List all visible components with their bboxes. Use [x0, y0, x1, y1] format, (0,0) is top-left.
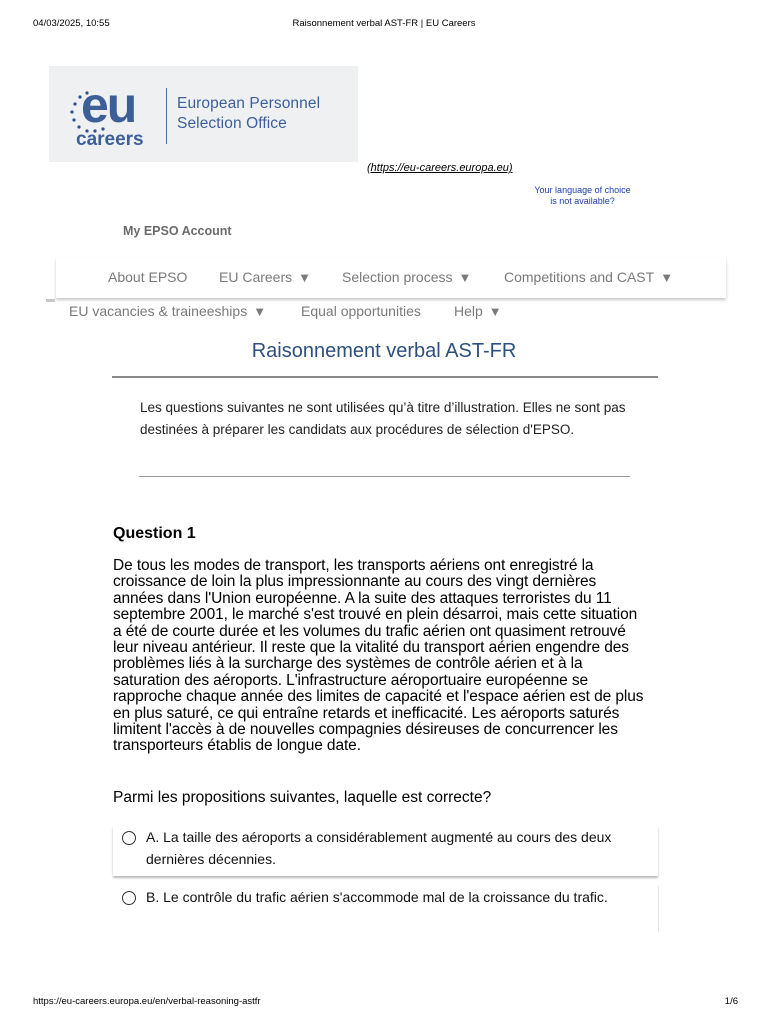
title-divider: [112, 376, 658, 378]
eu-careers-logo-mark: [67, 78, 177, 154]
eu-careers-logo[interactable]: [49, 66, 358, 162]
nav-item-eu-careers[interactable]: [219, 269, 311, 285]
nav-item-help[interactable]: [454, 303, 502, 319]
nav-item-label: About EPSO: [108, 269, 188, 285]
print-datetime: 04/03/2025, 10:55: [33, 18, 110, 29]
intro-divider: [139, 476, 630, 477]
page-title: Raisonnement verbal AST-FR: [251, 340, 517, 362]
logo-org-line2: Selection Office: [177, 115, 287, 132]
print-doc-title: Raisonnement verbal AST-FR | EU Careers: [292, 18, 476, 29]
nav-item-label: Equal opportunities: [301, 303, 421, 319]
logo-org-line1: European Personnel: [177, 95, 321, 112]
question-prompt: Parmi les propositions suivantes, laquelle est correcte?: [113, 789, 492, 806]
answer-option-b[interactable]: [113, 886, 659, 932]
caret-down-icon: ▼: [660, 270, 674, 285]
logo-org-name: [177, 94, 320, 134]
language-note-line2: is not available?: [550, 196, 615, 206]
intro-disclaimer: Les questions suivantes ne sont utilisées qu’à titre d’illustration. Elles ne sont pas destinées à préparer les candidats aux procédures de sélection d'EPSO.: [140, 400, 626, 437]
nav-item-label: Help: [454, 303, 483, 319]
nav-divider: [46, 299, 55, 302]
nav-item-eu-vacancies[interactable]: [69, 303, 266, 319]
radio-button-a[interactable]: [122, 831, 136, 845]
logo-wordmark-careers: careers: [76, 129, 144, 150]
answer-option-label: A. La taille des aéroports a considérablement augmenté au cours des deux dernières décennies.: [146, 829, 612, 867]
language-note-line1: Your language of choice: [534, 185, 631, 195]
nav-item-label: EU vacancies & traineeships: [69, 303, 248, 319]
answer-option-a[interactable]: [113, 826, 658, 876]
question-heading: Question 1: [113, 525, 196, 542]
print-url: https://eu-careers.europa.eu/en/verbal-reasoning-astfr: [33, 996, 261, 1007]
logo-wordmark-eu: eu: [81, 78, 136, 133]
print-page-number: 1/6: [724, 996, 738, 1007]
nav-item-label: EU Careers: [219, 269, 293, 285]
caret-down-icon: ▼: [253, 304, 267, 319]
question-passage: De tous les modes de transport, les transports aériens ont enregistré la croissance de loin la plus impressionnante au cours des vingt dernières années dans l'Union européenne. A la suite des attaques terroristes du 11 septembre 2001, le marché s'est trouvé en plein désarroi, mais cette situation a été de courte durée et les volumes du trafic aérien ont quasiment retrouvé leur niveau antérieur. Il reste que la vitalité du transport aérien engendre des problèmes liés à la surcharge des systèmes de contrôle aérien et à la saturation des aéroports. L'infrastructure aéroportuaire européenne se rapproche chaque année des limites de capacité et l'espace aérien est de plus en plus saturé, ce qui entraîne retards et inefficacité. Les aéroports saturés limitent l'accès à de nouvelles compagnies désireuses de concurrencer les transporteurs établis de longue date.: [113, 557, 644, 755]
caret-down-icon: ▼: [298, 270, 312, 285]
my-epso-account-link[interactable]: My EPSO Account: [123, 224, 232, 238]
site-url-link[interactable]: (https://eu-careers.europa.eu): [367, 162, 513, 174]
nav-item-label: Competitions and CAST: [504, 269, 655, 285]
nav-item-competitions-and-cast[interactable]: [504, 269, 673, 285]
logo-divider: [166, 88, 167, 144]
caret-down-icon: ▼: [488, 304, 502, 319]
language-note-link[interactable]: [520, 185, 645, 207]
nav-item-equal-opportunities[interactable]: [301, 303, 421, 319]
nav-item-selection-process[interactable]: [342, 269, 471, 285]
print-footer: [0, 996, 768, 1010]
answer-option-label: B. Le contrôle du trafic aérien s'accommode mal de la croissance du trafic.: [146, 889, 608, 905]
nav-item-label: Selection process: [342, 269, 453, 285]
radio-button-b[interactable]: [122, 891, 136, 905]
caret-down-icon: ▼: [458, 270, 472, 285]
print-header: [0, 18, 768, 32]
nav-item-about-epso[interactable]: [108, 269, 187, 285]
